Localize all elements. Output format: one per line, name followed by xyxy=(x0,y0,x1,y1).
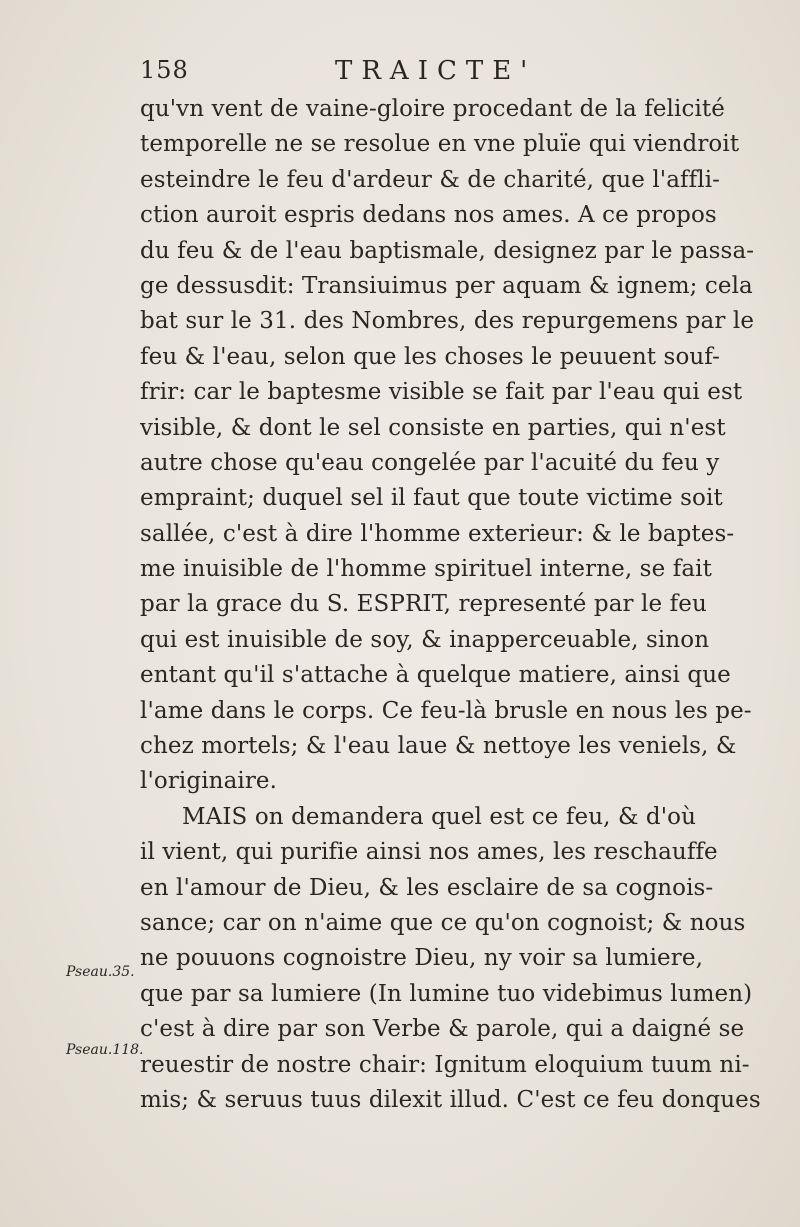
text-line: par la grace du S. ESPRIT, representé par le feu xyxy=(140,591,707,618)
text-line: autre chose qu'eau congelée par l'acuité du feu y xyxy=(140,449,720,476)
text-line: empraint; duquel sel il faut que toute victime soit xyxy=(140,485,723,512)
text-line: en l'amour de Dieu, & les esclaire de sa cognois- xyxy=(140,874,714,901)
text-line: l'ame dans le corps. Ce feu-là brusle en nous les pe- xyxy=(140,697,752,724)
text-line: mis; & seruus tuus dilexit illud. C'est ce feu donques xyxy=(140,1086,761,1113)
text-line: qui est inuisible de soy, & inapperceuable, sinon xyxy=(140,626,710,653)
text-line: esteindre le feu d'ardeur & de charité, que l'affli- xyxy=(140,166,721,193)
text-line: me inuisible de l'homme spirituel interne, se fait xyxy=(140,556,712,583)
body-text xyxy=(140,92,780,1118)
page-header xyxy=(140,56,610,92)
text-line: c'est à dire par son Verbe & parole, qui a daigné se xyxy=(140,1016,745,1043)
page-number: 158 xyxy=(140,56,189,84)
running-title: TRAICTE' xyxy=(335,56,537,86)
text-line: visible, & dont le sel consiste en parties, qui n'est xyxy=(140,414,726,441)
text-line: sance; car on n'aime que ce qu'on cognoist; & nous xyxy=(140,909,746,936)
text-line: que par sa lumiere (In lumine tuo videbimus lumen) xyxy=(140,980,753,1007)
text-line: chez mortels; & l'eau laue & nettoye les veniels, & xyxy=(140,733,737,760)
text-line: sallée, c'est à dire l'homme exterieur: & le baptes- xyxy=(140,520,735,547)
text-line: ne pouuons cognoistre Dieu, ny voir sa lumiere, xyxy=(140,945,703,972)
text-line: feu & l'eau, selon que les choses le peuuent souf- xyxy=(140,343,720,370)
text-line: temporelle ne se resolue en vne pluïe qui viendroit xyxy=(140,131,740,158)
text-line: ge dessusdit: Transiuimus per aquam & ignem; cela xyxy=(140,272,753,299)
text-line: l'originaire. xyxy=(140,768,278,795)
text-line: qu'vn vent de vaine-gloire procedant de la felicité xyxy=(140,96,725,122)
text-line: frir: car le baptesme visible se fait par l'eau qui est xyxy=(140,379,743,406)
text-line: bat sur le 31. des Nombres, des repurgemens par le xyxy=(140,308,755,335)
text-line: MAIS on demandera quel est ce feu, & d'où xyxy=(182,803,697,830)
text-line: ction auroit espris dedans nos ames. A ce propos xyxy=(140,202,717,229)
text-line: il vient, qui purifie ainsi nos ames, les reschauffe xyxy=(140,839,718,866)
margin-note: Pseau.118. xyxy=(66,1042,144,1058)
text-line: entant qu'il s'attache à quelque matiere, ainsi que xyxy=(140,662,731,689)
text-line: reuestir de nostre chair: Ignitum eloquium tuum ni- xyxy=(140,1051,750,1078)
text-line: du feu & de l'eau baptismale, designez par le passa- xyxy=(140,237,755,264)
margin-note: Pseau.35. xyxy=(66,964,135,980)
